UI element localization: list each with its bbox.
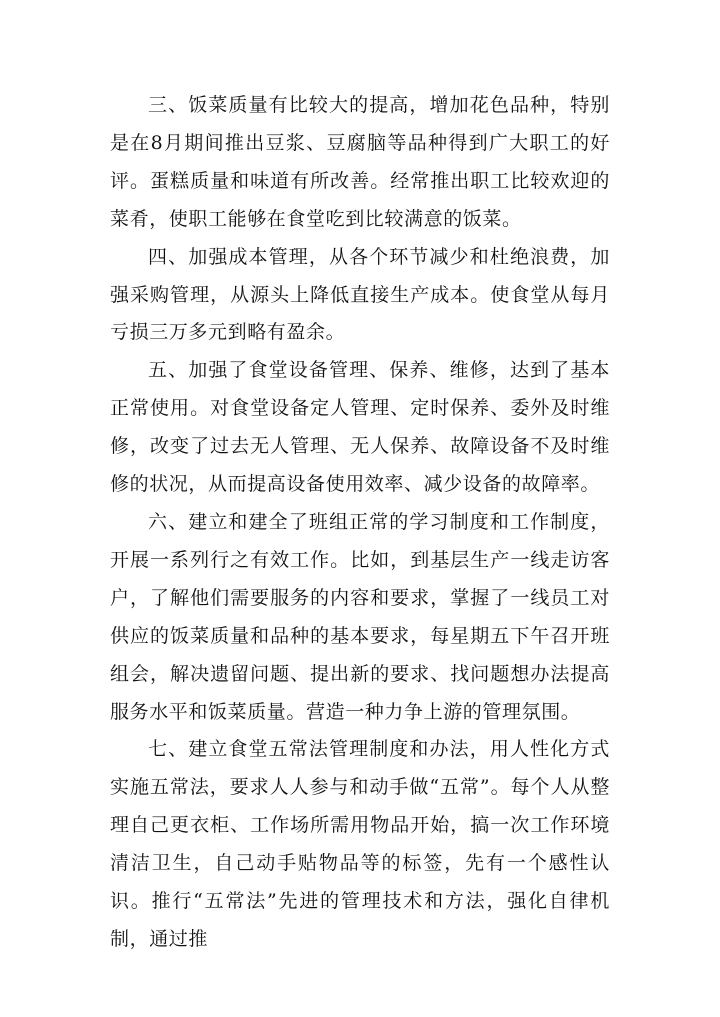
paragraph-team-system: 六、建立和建全了班组正常的学习制度和工作制度，开展一系列行之有效工作。比如，到基层生产一线走访客户，了解他们需要服务的内容和要求，掌握了一线员工对供应的饭菜质量和品种的基本要求，每星期五下午召开班组会，解决遗留问题、提出新的要求、找问题想办法提高服务水平和饭菜质量。营造一种力争上游的管理氛围。 [110,510,610,723]
paragraph-food-quality: 三、饭菜质量有比较大的提高，增加花色品种，特别是在8月期间推出豆浆、豆腐脑等品种得到广大职工的好评。蛋糕质量和味道有所改善。经常推出职工比较欢迎的菜肴，使职工能够在食堂吃到比较满意的饭菜。 [110,94,610,230]
document-body [110,87,610,959]
paragraph-equipment-management: 五、加强了食堂设备管理、保养、维修，达到了基本正常使用。对食堂设备定人管理、定时保养、委外及时维修，改变了过去无人管理、无人保养、故障设备不及时维修的状况，从而提高设备使用效率、减少设备的故障率。 [110,359,610,496]
paragraph-cost-management: 四、加强成本管理，从各个环节减少和杜绝浪费，加强采购管理，从源头上降低直接生产成本。使食堂从每月亏损三万多元到略有盈余。 [110,245,610,344]
paragraph-five-s-method: 七、建立食堂五常法管理制度和办法，用人性化方式实施五常法，要求人人参与和动手做“五常”。每个人从整理自己更衣柜、工作场所需用物品开始，搞一次工作环境清洁卫生，自己动手贴物品等的标签，先有一个感性认识。推行“五常法”先进的管理技术和方法，强化自律机制，通过推 [110,738,610,950]
